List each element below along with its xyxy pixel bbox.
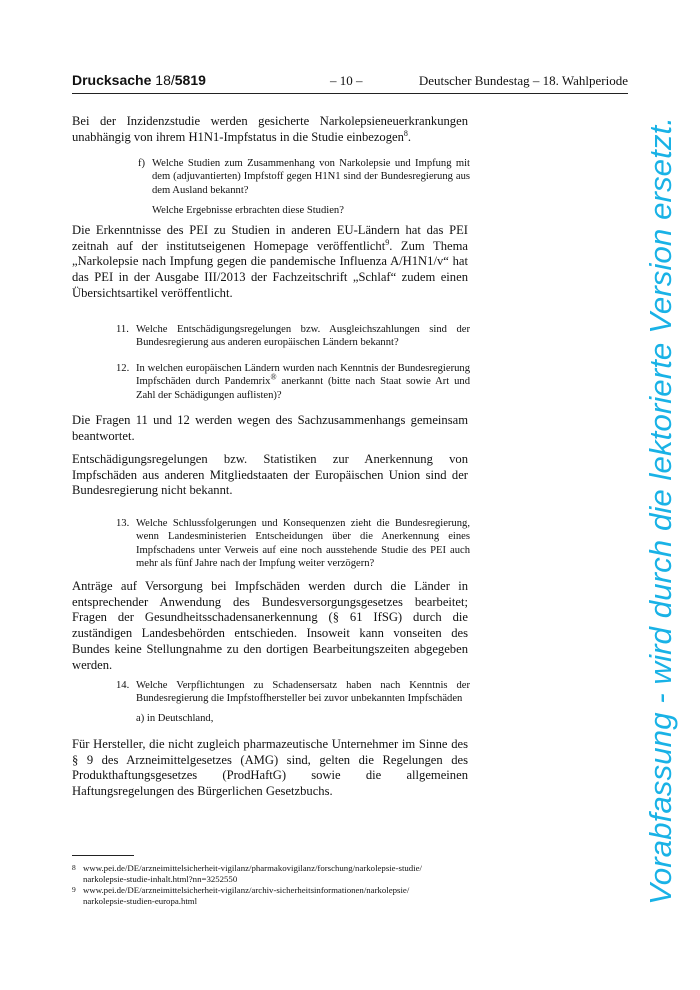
footnote-8 bbox=[72, 863, 503, 886]
answer-13-paragraph: Anträge auf Versorgung bei Impfschäden werden durch die Länder in entsprechender Anwendung des Bundesversorgungsgesetzes bearbeitet; Fragen der Gesundheitsschadensanerkennung (§ 61 IfSG) durch die zuständigen Landesbehörden entschieden. Insoweit kann vonseiten des Bundes keine Stellungnahme zu den dortigen Bearbeitungszeiten abgegeben werden. bbox=[72, 579, 468, 672]
watermark-svg bbox=[640, 115, 680, 905]
question-text: Welche Verpflichtungen zu Schadensersatz haben nach Kenntnis der Bundesregierung die Impfstoffhersteller bei zuvor unbekannten Impfschäden bbox=[136, 680, 470, 705]
header-divider bbox=[72, 93, 628, 94]
question-14 bbox=[116, 679, 470, 725]
question-12 bbox=[116, 362, 470, 402]
question-number: 11. bbox=[116, 324, 129, 335]
question-number: 14. bbox=[116, 680, 130, 691]
question-number: f) bbox=[138, 158, 146, 169]
question-13 bbox=[116, 517, 470, 570]
registered-mark: ® bbox=[270, 372, 277, 382]
footnote-number: 9 bbox=[72, 885, 76, 894]
draft-watermark bbox=[640, 115, 680, 905]
footnote-number: 8 bbox=[72, 863, 76, 872]
answer-11-12-intro: Die Fragen 11 und 12 werden wegen des Sachzusammenhangs gemeinsam beantwortet. bbox=[72, 413, 468, 443]
question-text: Welche Studien zum Zusammenhang von Narkolepsie und Impfung mit dem (adjuvantierten) Impfstoff gegen H1N1 sind der Bundesregierung aus dem Ausland bekannt? bbox=[152, 158, 470, 196]
footnote-url-line: narkolepsie-studien-europa.html bbox=[83, 896, 198, 907]
answer-11-12-body: Entschädigungsregelungen bzw. Statistiken zur Anerkennung von Impfschäden aus anderen Mitgliedstaaten der Europäischen Union sind der Bundesregierung nicht bekannt. bbox=[72, 452, 468, 498]
question-sub-a: a) in Deutschland, bbox=[136, 712, 214, 724]
footnote-9 bbox=[72, 885, 503, 908]
footnote-ref-8: 8 bbox=[403, 128, 408, 138]
footnote-ref-9: 9 bbox=[385, 237, 390, 247]
answer-f-paragraph: Die Erkenntnisse des PEI zu Studien in anderen EU-Ländern hat das PEI zeitnah auf der institutseigenen Homepage veröffentlicht$^9$. Zum Thema „Narkolepsie nach Impfung gegen die pandemische Influenza A/H1N1/v“ hat das PEI in der Ausgabe III/2013 der Fachzeitschrift „Schlaf“ zudem einen Übersichtsartikel veröffentlicht. bbox=[72, 223, 469, 300]
footnote-url-line: www.pei.de/DE/arzneimittelsicherheit-vigilanz/pharmakovigilanz/forschung/narkolepsie-studie/ bbox=[83, 863, 422, 873]
answer-14a-paragraph: Für Hersteller, die nicht zugleich pharmazeutische Unternehmer im Sinne des § 9 des Arzneimittelgesetzes (AMG) sind, gelten die Regelungen des Produkthaftungsgesetzes (ProdHaftG) sowie die allgemeinen Haftungsregelungen des Bürgerlichen Gesetzbuchs. bbox=[72, 737, 468, 799]
watermark-text: Vorabfassung - wird durch die lektorierte Version ersetzt. bbox=[643, 126, 678, 905]
question-number: 12. bbox=[116, 363, 130, 374]
question-11 bbox=[116, 323, 470, 350]
footnote-url-line: narkolepsie-studie-inhalt.html?nn=3252550 bbox=[83, 874, 238, 885]
footnote-url-line: www.pei.de/DE/arzneimittelsicherheit-vigilanz/archiv-sicherheitsinformationen/narkolepsie/ bbox=[83, 885, 410, 895]
question-text: Welche Entschädigungsregelungen bzw. Ausgleichszahlungen sind der Bundesregierung aus anderen europäischen Ländern bekannt? bbox=[136, 324, 470, 349]
question-f bbox=[138, 157, 470, 217]
question-number: 13. bbox=[116, 518, 130, 529]
intro-paragraph: Bei der Inzidenzstudie werden gesicherte Narkolepsieneuerkrankungen unabhängig von ihrem H1N1-Impfstatus in die Studie einbezogen$^8$. bbox=[72, 114, 468, 144]
question-followup: Welche Ergebnisse erbrachten diese Studien? bbox=[152, 204, 344, 216]
footnote-divider bbox=[72, 855, 134, 856]
question-text: Welche Schlussfolgerungen und Konsequenzen zieht die Bundesregierung, wenn Landesministerien Entscheidungen über die Anerkennung eines Impfschadens unter Verweis auf eine noch ausstehende Studie des PEI auch mehr als fünf Jahre nach der Impfung weiter verzögern? bbox=[136, 518, 470, 569]
page-number: – 10 – bbox=[330, 73, 363, 88]
question-text: In welchen europäischen Ländern wurden nach Kenntnis der Bundesregierung Impfschäden durch Pandemrix® anerkannt (bitte nach Staat sowie Art und Zahl der Schädigungen auflisten)? bbox=[136, 363, 470, 401]
drucksache-reference: Drucksache 18/5819 bbox=[72, 72, 206, 88]
page-header bbox=[72, 72, 628, 94]
institution-period: Deutscher Bundestag – 18. Wahlperiode bbox=[418, 73, 628, 88]
